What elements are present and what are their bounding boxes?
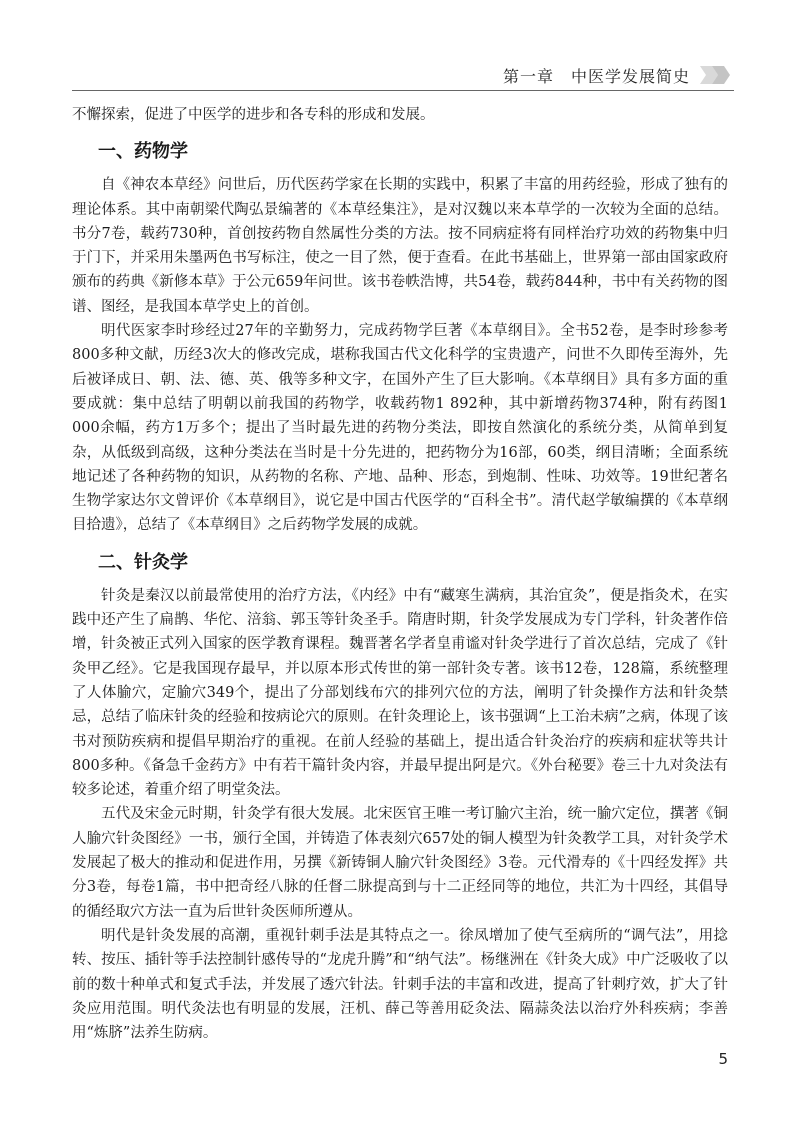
- section-heading: 二、针灸学: [98, 551, 188, 573]
- paragraph: 不懈探索，促进了中医学的进步和各专科的形成和发展。: [72, 107, 435, 123]
- paragraph: 明代是针灸发展的高潮，重视针刺手法是其特点之一。徐凤增加了使气至病所的“调气法”，用捻转、按压、插针等手法控制针感传导的“龙虎升腾”和“纳气法”。杨继洲在《针灸大成》中广泛吸收了以前的数十种单式和复式手法，并发展了透穴针法。针刺手法的丰富和改进，提高了针刺疗效，扩大了针灸应用范围。明代灸法也有明显的发展，汪机、薛己等善用砭灸法、隔蒜灸法以治疗外科疾病；李善用“炼脐”法养生防病。: [72, 927, 728, 1042]
- header-rule: [72, 90, 734, 91]
- chapter-title: 第一章 中医学发展简史: [502, 67, 690, 86]
- section-heading: 一、药物学: [98, 141, 188, 163]
- page-number: 5: [718, 1050, 728, 1068]
- paragraph: 明代医家李时珍经过27年的辛勤努力，完成药物学巨著《本草纲目》。全书52卷，是李时珍参考800多种文献，历经3次大的修改完成，堪称我国古代文化科学的宝贵遗产，问世不久即传至海外，先后被译成日、朝、法、德、英、俄等多种文字，在国外产生了巨大影响。《本草纲目》具有多方面的重要成就：集中总结了明朝以前我国的药物学，收载药物1 892种，其中新增药物374种，附有药图1 000余幅，药方1万多个；提出了当时最先进的药物分类法，即按自然演化的系统分类，从简单到复杂，从低级到高级，这种分类法在当时是十分先进的，把药物分为16部，60类，纲目清晰；全面系统地记述了各种药物的知识，从药物的名称、产地、品种、形态，到炮制、性味、功效等。19世纪著名生物学家达尔文曾评价《本草纲目》，说它是中国古代医学的“百科全书”。清代赵学敏编撰的《本草纲目拾遗》，总结了《本草纲目》之后药物学发展的成就。: [72, 323, 728, 534]
- paragraph: 自《神农本草经》问世后，历代医药学家在长期的实践中，积累了丰富的用药经验，形成了独有的理论体系。其中南朝梁代陶弘景编著的《本草经集注》，是对汉魏以来本草学的一次较为全面的总结。书分7卷，载药730种，首创按药物自然属性分类的方法。按不同病症将有同样治疗功效的药物集中归于门下，并采用朱墨两色书写标注，使之一目了然，便于查看。在此书基础上，世界第一部由国家政府颁布的药典《新修本草》于公元659年问世。该书卷帙浩博，共54卷，载药844种，书中有关药物的图谱、图经，是我国本草学史上的首创。: [72, 177, 728, 315]
- header-ornament-icon: [696, 64, 734, 86]
- paragraph: 五代及宋金元时期，针灸学有很大发展。北宋医官王唯一考订腧穴主治，统一腧穴定位，撰著《铜人腧穴针灸图经》一书，颁行全国，并铸造了体表刻穴657处的铜人模型为针灸教学工具，对针灸学术发展起了极大的推动和促进作用，另撰《新铸铜人腧穴针灸图经》3卷。元代滑寿的《十四经发挥》共分3卷，每卷1篇，书中把奇经八脉的任督二脉提高到与十二正经同等的地位，共汇为十四经，其倡导的循经取穴方法一直为后世针灸医师所遵从。: [72, 806, 728, 920]
- paragraph: 针灸是秦汉以前最常使用的治疗方法，《内经》中有“藏寒生满病，其治宜灸”，便是指灸术，在实践中还产生了扁鹊、华佗、涪翁、郭玉等针灸圣手。隋唐时期，针灸学发展成为专门学科，针灸著作倍增，针灸被正式列入国家的医学教育课程。魏晋著名学者皇甫谧对针灸学进行了首次总结，完成了《针灸甲乙经》。它是我国现存最早，并以原本形式传世的第一部针灸专著。该书12卷，128篇，系统整理了人体腧穴，定腧穴349个，提出了分部划线布穴的排列穴位的方法，阐明了针灸操作方法和针灸禁忌，总结了临床针灸的经验和按病论穴的原则。在针灸理论上，该书强调“上工治未病”之病，体现了该书对预防疾病和提倡早期治疗的重视。在前人经验的基础上，提出适合针灸治疗的疾病和症状等共计800多种。《备急千金药方》中有若干篇针灸内容，并最早提出阿是穴。《外台秘要》卷三十九对灸法有较多论述，着重介绍了明堂灸法。: [72, 587, 728, 799]
- page-body: [72, 103, 728, 1045]
- running-header: [0, 60, 800, 92]
